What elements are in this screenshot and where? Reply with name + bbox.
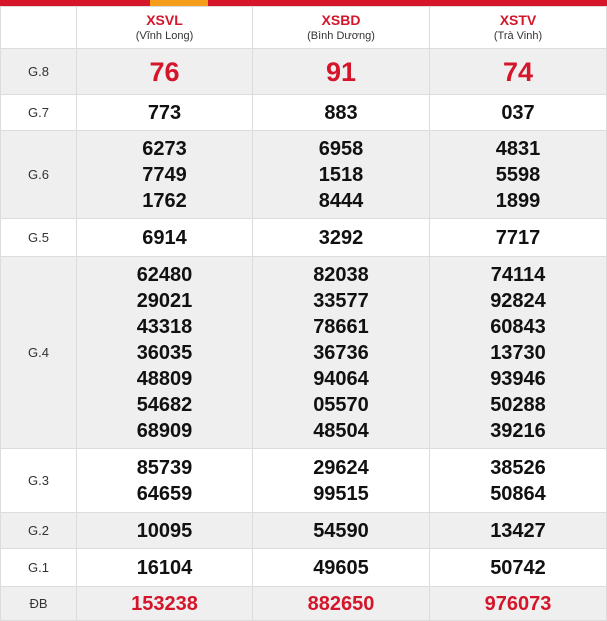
result-number: 1762	[142, 189, 187, 212]
result-number: 7717	[495, 226, 541, 249]
result-cell	[430, 549, 607, 587]
result-cell	[77, 513, 253, 549]
result-number: 43318	[136, 315, 193, 338]
result-number: 92824	[490, 289, 546, 312]
prize-label: G.6	[1, 131, 77, 219]
result-cell	[253, 49, 430, 95]
result-number: 54682	[136, 393, 193, 416]
result-number: 13730	[490, 341, 546, 364]
result-number: 6914	[142, 226, 187, 249]
result-number: 50864	[490, 482, 546, 505]
result-cell	[253, 587, 430, 621]
result-number: 91	[325, 56, 357, 87]
prize-label: G.5	[1, 219, 77, 257]
special-prize-number: 153238	[131, 592, 198, 615]
prize-row-g3	[1, 449, 607, 513]
result-cell	[430, 219, 607, 257]
result-number: 82038	[313, 263, 369, 286]
result-cell	[430, 49, 607, 95]
result-number: 05570	[313, 393, 369, 416]
result-cell	[77, 131, 253, 219]
result-cell	[253, 549, 430, 587]
result-cell	[430, 587, 607, 621]
province-name: (Vĩnh Long)	[135, 30, 194, 42]
result-cell	[253, 513, 430, 549]
result-number: 76	[149, 56, 180, 87]
prize-row-g7	[1, 95, 607, 131]
result-number: 68909	[136, 419, 193, 442]
result-number: 85739	[136, 456, 193, 479]
result-cell	[253, 95, 430, 131]
result-cell	[430, 95, 607, 131]
prize-label: G.2	[1, 513, 77, 549]
result-number: 74114	[490, 263, 546, 286]
result-number: 3292	[318, 226, 364, 249]
header-row	[1, 7, 607, 49]
result-number: 36736	[313, 341, 369, 364]
result-number: 54590	[313, 519, 369, 542]
result-cell	[77, 549, 253, 587]
province-name: (Bình Dương)	[307, 30, 375, 42]
result-number: 33577	[313, 289, 369, 312]
result-number: 94064	[313, 367, 369, 390]
prize-label: G.4	[1, 257, 77, 449]
province-code: XSBD	[321, 12, 361, 28]
result-number: 1518	[318, 163, 364, 186]
result-number: 99515	[313, 482, 369, 505]
prize-row-g6	[1, 131, 607, 219]
result-number: 5598	[495, 163, 541, 186]
result-number: 64659	[136, 482, 193, 505]
result-number: 037	[501, 101, 535, 124]
result-number: 50742	[490, 556, 546, 579]
province-code: XSVL	[146, 12, 183, 28]
result-cell	[253, 257, 430, 449]
result-number: 62480	[136, 263, 193, 286]
prize-row-g1	[1, 549, 607, 587]
result-number: 49605	[313, 556, 369, 579]
prize-label: ĐB	[1, 587, 77, 621]
result-cell	[77, 219, 253, 257]
result-number: 8444	[318, 189, 364, 212]
prize-row-g2	[1, 513, 607, 549]
prize-label: G.7	[1, 95, 77, 131]
header-province-1[interactable]	[253, 7, 430, 49]
result-number: 78661	[313, 315, 369, 338]
result-cell	[77, 95, 253, 131]
result-cell	[77, 49, 253, 95]
result-cell	[77, 257, 253, 449]
result-number: 883	[324, 101, 358, 124]
result-cell	[430, 131, 607, 219]
header-empty-cell	[1, 7, 77, 49]
result-number: 6958	[318, 137, 364, 160]
result-number: 10095	[136, 519, 193, 542]
special-prize-number: 976073	[484, 592, 552, 615]
result-number: 29624	[313, 456, 369, 479]
prize-row-g8	[1, 49, 607, 95]
result-cell	[430, 449, 607, 513]
lottery-results-table	[0, 6, 607, 621]
header-province-0[interactable]	[77, 7, 253, 49]
prize-label: G.3	[1, 449, 77, 513]
special-prize-number: 882650	[307, 592, 375, 615]
prize-label: G.1	[1, 549, 77, 587]
result-number: 50288	[490, 393, 546, 416]
result-number: 6273	[142, 137, 187, 160]
prize-row-g4	[1, 257, 607, 449]
prize-label: G.8	[1, 49, 77, 95]
result-number: 7749	[142, 163, 187, 186]
result-number: 13427	[490, 519, 546, 542]
result-number: 48809	[136, 367, 193, 390]
result-number: 74	[502, 56, 534, 87]
result-number: 1899	[495, 189, 541, 212]
result-number: 773	[147, 101, 182, 124]
result-number: 36035	[136, 341, 193, 364]
result-number: 4831	[495, 137, 541, 160]
result-cell	[77, 449, 253, 513]
prize-row-g5	[1, 219, 607, 257]
result-number: 48504	[313, 419, 369, 442]
prize-row-special	[1, 587, 607, 621]
result-number: 38526	[490, 456, 546, 479]
result-number: 60843	[490, 315, 546, 338]
result-cell	[77, 587, 253, 621]
province-code: XSTV	[499, 12, 537, 28]
result-cell	[253, 219, 430, 257]
result-cell	[253, 449, 430, 513]
header-province-2[interactable]	[430, 7, 607, 49]
result-number: 93946	[490, 367, 546, 390]
result-number: 39216	[490, 419, 546, 442]
result-cell	[253, 131, 430, 219]
result-number: 29021	[136, 289, 193, 312]
result-number: 16104	[136, 556, 193, 579]
result-cell	[430, 513, 607, 549]
result-cell	[430, 257, 607, 449]
province-name: (Trà Vinh)	[493, 30, 543, 42]
